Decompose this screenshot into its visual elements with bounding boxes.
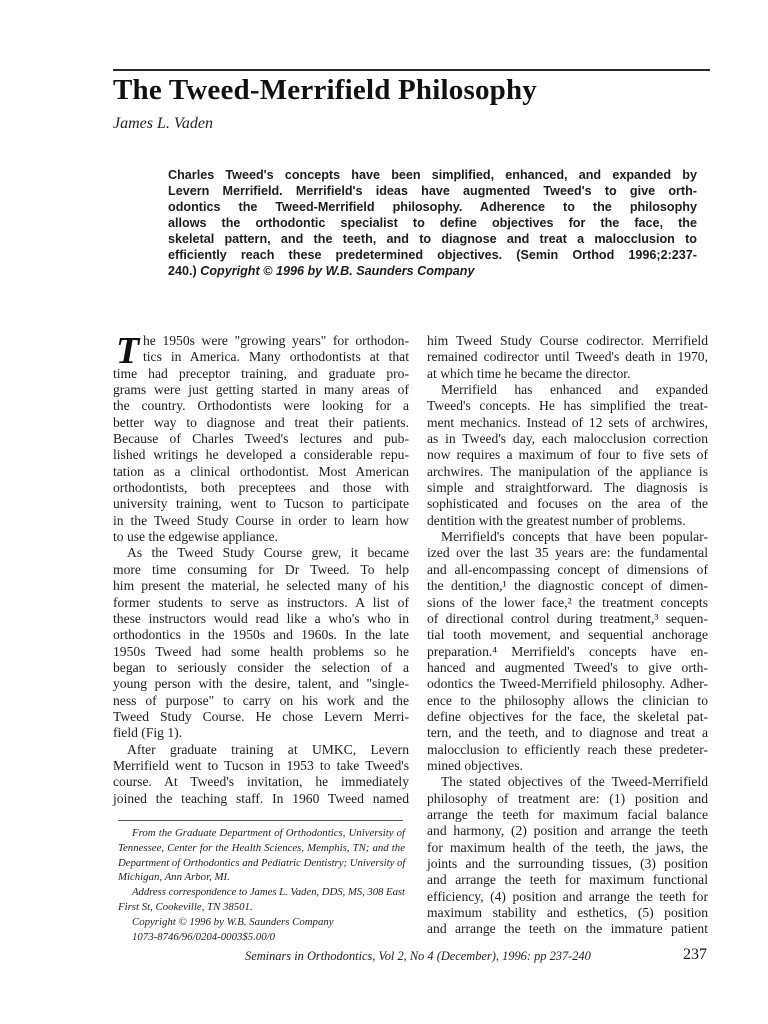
body-text-line: time had preceptor training, and graduate pro- [113, 365, 409, 381]
abstract-line: allows the orthodontic specialist to define objectives for the face, the [168, 216, 697, 230]
abstract-line: skeletal pattern, and the teeth, and to diagnose and treat a malocclusion to [168, 232, 697, 246]
body-text-line: in the Tweed Study Course in order to learn how [113, 512, 409, 528]
body-text-line: Merrifield went to Tucson in 1953 to take Tweed's [113, 757, 409, 773]
body-text-line: for maximum health of the teeth, the jaws, the [427, 839, 708, 855]
abstract-citation-end: 240.) [168, 264, 201, 278]
body-text-line: After graduate training at UMKC, Levern [127, 741, 409, 757]
body-text-line: preparation.⁴ Merrifield's concepts have en- [427, 643, 708, 659]
body-text-line: ment mechanics. Instead of 12 sets of archwires, [427, 414, 708, 430]
body-text-line: tation as a clinical orthodontist. Most American [113, 463, 409, 479]
body-text-line: orthodontists, both preceptees and those with [113, 480, 409, 496]
footnote-line: From the Graduate Department of Orthodontics, University of [132, 827, 405, 839]
body-text-line: dentition with the greatest number of problems. [427, 512, 686, 528]
footnote-line: Michigan, Ann Arbor, MI. [118, 871, 230, 884]
body-text-line: he 1950s were "growing years" for orthodon- [143, 333, 409, 348]
body-text-line: field (Fig 1). [113, 725, 183, 741]
footnote-line: Copyright © 1996 by W.B. Saunders Company [132, 915, 334, 928]
body-text-line: joined the teaching staff. In 1960 Tweed named [113, 790, 409, 806]
drop-cap: T [116, 330, 140, 372]
body-text-line: him present the material, he selected many of his [113, 578, 409, 594]
body-text-line: philosophy of treatment are: (1) position and [427, 790, 708, 806]
page-number: 237 [683, 946, 707, 963]
body-text-line: As the Tweed Study Course grew, it became [127, 545, 409, 561]
abstract-line: Levern Merrifield. Merrifield's ideas have augmented Tweed's to give orth- [168, 184, 697, 198]
body-text-line: him Tweed Study Course codirector. Merrifield [427, 333, 708, 348]
abstract-line [168, 263, 697, 279]
abstract-line: odontics the Tweed-Merrifield philosophy. Adherence to the philosophy [168, 200, 697, 214]
body-text-line: and all-encompassing concept of dimensions of [427, 561, 708, 577]
body-text-line: tern, and the teeth, and to diagnose and treat a [427, 725, 708, 741]
body-text-line: Merrifield has enhanced and expanded [441, 382, 708, 398]
body-text-line: arrange the teeth for maximum facial balance [427, 806, 708, 822]
abstract [168, 167, 697, 279]
body-text-line: sions of the lower face,² the treatment concepts [427, 594, 708, 610]
body-text-line: ized over the last 35 years are: the fundamental [427, 545, 708, 561]
body-text-line: now requires a maximum of four to five sets of [427, 447, 708, 463]
body-text-line: remained codirector until Tweed's death in 1970, [427, 349, 708, 365]
body-text-line: define objectives for the face, the skeletal pat- [427, 708, 708, 724]
footnote-line: Tennessee, Center for the Health Sciences, Memphis, TN; and the [118, 841, 405, 854]
body-text-line: joints and the surrounding tissues, (3) position [427, 856, 708, 871]
body-text-line: hanced and augmented Tweed's to give orth- [427, 659, 708, 675]
body-text-line: former students to serve as instructors. A list of [113, 594, 409, 610]
body-text-line: and arrange the teeth for maximum functional [427, 872, 708, 888]
body-text-line: Merrifield's concepts that have been popular- [441, 529, 708, 545]
body-text-line: lished writings he developed a considerable repu- [113, 447, 409, 463]
abstract-line: efficiently reach these predetermined objectives. (Semin Orthod 1996;2:237- [168, 248, 697, 262]
body-text-line: odontics the Tweed-Merrifield philosophy. Adher- [427, 676, 708, 692]
body-text-line: the country. Orthodontists were looking for a [113, 398, 409, 414]
body-text-line: ence to the philosophy allows the clinician to [427, 692, 708, 708]
right-column [427, 333, 708, 938]
body-text-line: malocclusion to efficiently reach these predeter- [427, 741, 708, 757]
body-text-line: orthodontics in the 1950s and 1960s. In the late [113, 627, 409, 643]
body-text-line: at which time he became the director. [427, 365, 631, 381]
article-title: The Tweed-Merrifield Philosophy [113, 74, 537, 106]
left-column [113, 330, 409, 807]
body-text-line: ness of purpose" to carry on his work and the [113, 692, 409, 708]
body-text-line: and arrange the teeth on the immature patient [427, 921, 708, 937]
body-text-line: course. At Tweed's invitation, he immediately [113, 774, 409, 790]
footnote-line: First St, Cookeville, TN 38501. [118, 900, 253, 913]
body-text-line: mined objectives. [427, 757, 523, 773]
body-text-line: maximum stability and esthetics, (5) position [427, 905, 708, 921]
body-text-line: as in Tweed's day, each malocclusion correction [427, 431, 708, 447]
title-rule [113, 69, 710, 71]
abstract-copyright: Copyright © 1996 by W.B. Saunders Company [200, 264, 475, 278]
article-author: James L. Vaden [113, 115, 213, 132]
footnote-line: 1073-8746/96/0204-0003$5.00/0 [132, 930, 276, 943]
body-text-line: more time consuming for Dr Tweed. To help [113, 561, 409, 577]
footnote [118, 826, 405, 944]
body-text-line: sophisticated and focuses on the area of the [427, 496, 708, 512]
body-text-line: to use the edgewise appliance. [113, 529, 278, 545]
body-text-line: Because of Charles Tweed's lectures and pub- [113, 431, 409, 447]
body-text-line: tial tooth movement, and sequential anchorage [427, 627, 708, 643]
body-text-line: simple and straightforward. The diagnosis is [427, 480, 708, 496]
body-text-line: tics in America. Many orthodontists at that [143, 349, 409, 365]
abstract-line: Charles Tweed's concepts have been simplified, enhanced, and expanded by [168, 168, 697, 182]
body-text-line: 1950s Tweed had some health problems so he [113, 643, 409, 659]
body-text-line: archwires. The manipulation of the appliance is [427, 463, 708, 479]
footnote-line: Address correspondence to James L. Vaden, DDS, MS, 308 East [132, 886, 405, 899]
footnote-rule [118, 820, 403, 821]
footnote-line: Department of Orthodontics and Pediatric Dentistry; University of [118, 856, 406, 869]
body-text-line: and harmony, (2) position and arrange the teeth [427, 823, 708, 839]
body-text-line: efficiency, (4) position and arrange the teeth for [427, 888, 708, 904]
body-text-line: The stated objectives of the Tweed-Merrifield [441, 774, 708, 790]
body-text-line: Tweed's concepts. He has simplified the treat- [427, 398, 708, 414]
body-text-line: better way to diagnose and treat their patients. [113, 414, 409, 430]
body-text-line: began to seriously consider the selection of a [113, 659, 409, 675]
body-text-line: these instructors would read like a who's who in [113, 610, 409, 626]
body-text-line: the dentition,¹ the diagnostic concept of dimen- [427, 578, 708, 594]
body-text-line: young person with the desire, talent, and "single- [113, 676, 409, 692]
body-text-line: university training, went to Tucson to participate [113, 496, 409, 512]
body-text-line: grams were just getting started in many areas of [113, 382, 409, 398]
body-text-line: Tweed Study Course. He chose Levern Merri- [113, 708, 409, 724]
body-text-line: of directional control during treatment,³ sequen- [427, 610, 708, 626]
journal-citation: Seminars in Orthodontics, Vol 2, No 4 (December), 1996: pp 237-240 [245, 949, 591, 963]
